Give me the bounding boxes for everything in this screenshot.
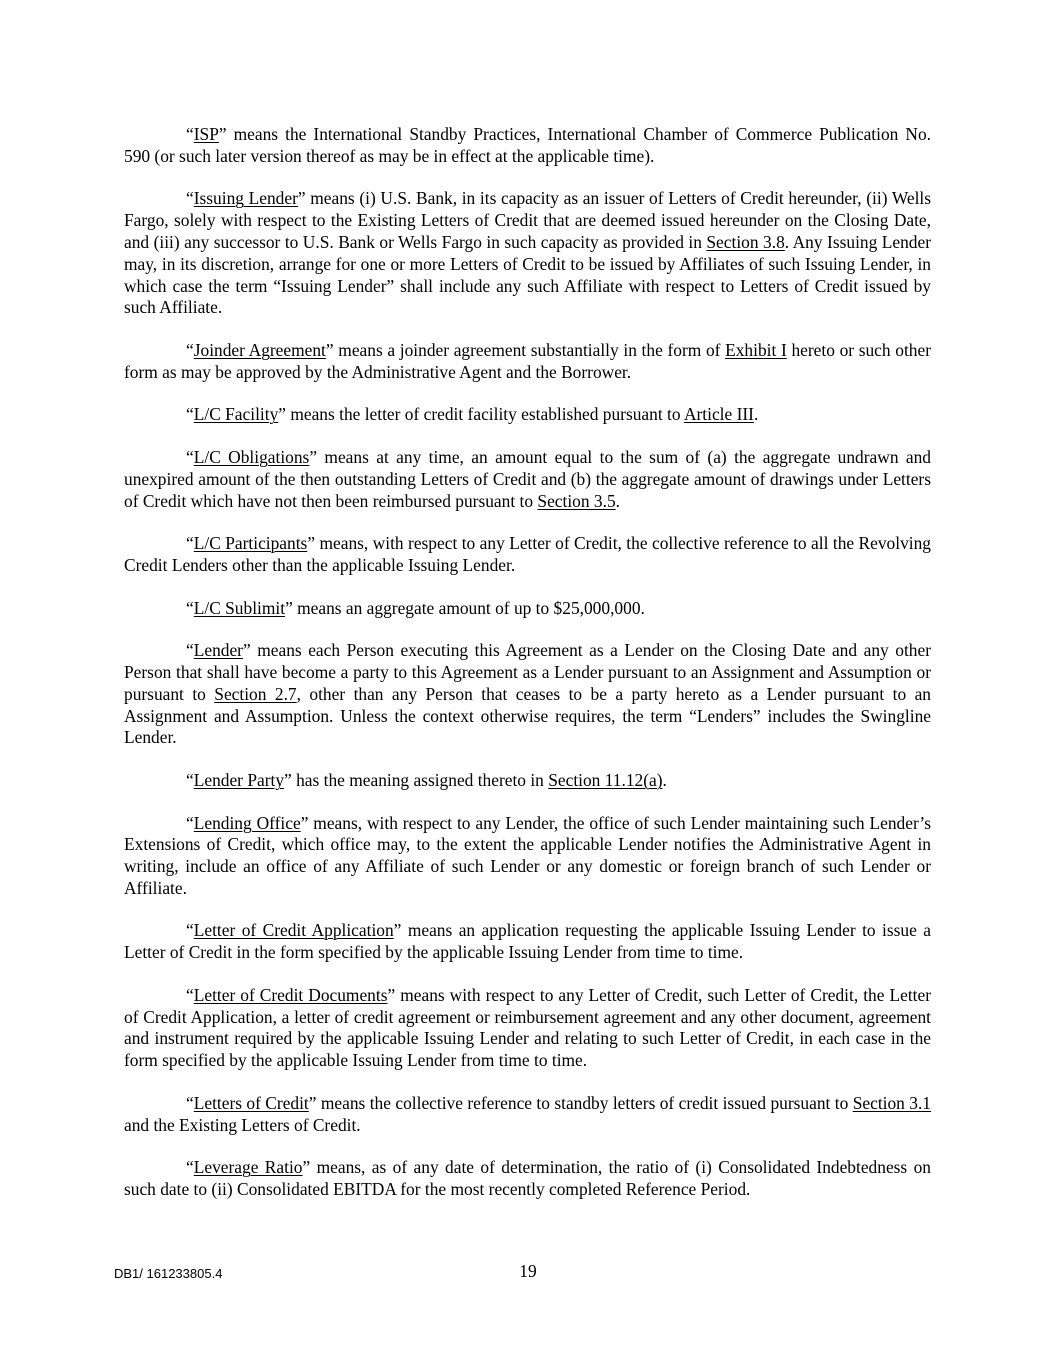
definition-isp [124,124,931,168]
defined-term: Letter of Credit Documents [193,984,388,1005]
cross-reference: Section 3.8 [706,231,785,252]
definition-text: “ [186,812,194,833]
definition-text: ” means an application requesting the applicable Issuing Lender to issue a Letter of Credit in the form specified by the applicable Issuing Lender from time to time. [124,920,931,963]
cross-reference: Section 11.12(a) [548,769,663,790]
defined-term: Joinder Agreement [193,339,326,360]
defined-term: L/C Facility [193,404,279,425]
definition-lender [124,640,931,749]
definition-text: “ [186,920,194,941]
cross-reference: Section 3.5 [537,490,616,511]
definition-text: , other than any Person that ceases to be a party hereto as a Lender pursuant to an Assignment and Assumption. Unless the context otherwise requires, the term “Lenders” includes the Swingline Lender. [124,683,931,748]
page-number: 19 [519,1261,537,1281]
defined-term: L/C Participants [193,533,308,554]
definition-text: ” has the meaning assigned thereto in [284,769,549,790]
definition-text: “ [186,124,194,144]
definition-text: hereto or such other form as may be approved by the Administrative Agent and the Borrower. [124,339,932,382]
definition-text: ” means an aggregate amount of up to $25,000,000. [285,597,645,618]
definition-text: . Any Issuing Lender may, in its discretion, arrange for one or more Letters of Credit to be issued by Affiliates of such Issuing Lender, in which case the term “Issuing Lender” shall include any such Affiliate with respect to Letters of Credit issued by such Affiliate. [124,231,931,318]
document-id: DB1/ 161233805.4 [114,1266,223,1281]
definition-joinder-agreement [124,340,931,384]
definition-text: ” means the letter of credit facility established pursuant to [278,404,684,425]
definition-text: . [753,404,759,425]
definition-issuing-lender [124,188,931,319]
definition-text: “ [186,597,194,618]
defined-term: Lending Office [193,812,301,833]
defined-term: L/C Obligations [193,446,310,467]
defined-term: Letters of Credit [193,1092,309,1113]
definition-text: “ [186,1157,194,1178]
definition-letter-of-credit-documents [124,985,931,1072]
definition-text: ” means the collective reference to standby letters of credit issued pursuant to [308,1092,853,1113]
definition-text: “ [186,446,194,467]
definition-text: “ [186,769,194,790]
definition-text: ” means each Person executing this Agreement as a Lender on the Closing Date and any other Person that shall have become a party to this Agreement as a Lender pursuant to an Assignment and Assumption or pursuant to [124,640,931,704]
definition-text: and the Existing Letters of Credit. [124,1114,361,1135]
definition-letters-of-credit [124,1093,931,1137]
cross-reference: Article III [683,404,754,425]
defined-term: Lender Party [193,769,285,790]
definition-lc-facility [124,404,931,426]
definition-text: ” means, with respect to any Letter of Credit, the collective reference to all the Revolving Credit Lenders other than the applicable Issuing Lender. [124,533,931,575]
definition-text: “ [186,339,194,360]
cross-reference: Section 2.7 [214,683,297,704]
definition-text: . [615,490,621,511]
definition-lc-sublimit [124,598,931,620]
definition-text: “ [186,533,194,554]
definition-text: ” means the International Standby Practices, International Chamber of Commerce Publication No. 590 (or such later version thereof as may be in effect at the applicable time). [124,124,931,166]
definition-text: ” means a joinder agreement substantially in the form of [325,339,726,360]
definition-lending-office [124,813,931,900]
defined-term: Issuing Lender [193,188,298,209]
definition-text: “ [186,188,194,209]
definition-text: ” means at any time, an amount equal to the sum of (a) the aggregate undrawn and unexpired amount of the then outstanding Letters of Credit and (b) the aggregate amount of drawings under Letters of Credit which have not then been reimbursed pursuant to [124,446,932,511]
defined-term: Letter of Credit Application [193,920,394,941]
cross-reference: Section 3.1 [852,1092,932,1113]
definitions-section [124,124,931,1222]
definition-text: “ [186,404,194,425]
definition-letter-of-credit-application [124,920,931,964]
definition-text: “ [186,984,194,1005]
definition-lender-party [124,770,931,792]
definition-text: ” means, as of any date of determination, the ratio of (i) Consolidated Indebtedness on such date to (ii) Consolidated EBITDA for the most recently completed Reference Period. [124,1157,931,1200]
definition-leverage-ratio [124,1157,931,1201]
definition-text: . [662,769,667,790]
definition-lc-participants [124,533,931,577]
defined-term: Leverage Ratio [193,1157,303,1178]
definition-text: ” means (i) U.S. Bank, in its capacity as an issuer of Letters of Credit hereunder, (ii) Wells Fargo, solely with respect to the Existing Letters of Credit that are deemed issued hereunder on the Closing Date, and (iii) any successor to U.S. Bank or Wells Fargo in such capacity as provided in [124,188,931,252]
definition-text: ” means, with respect to any Lender, the office of such Lender maintaining such Lender’s Extensions of Credit, which office may, to the extent the applicable Lender notifies the Administrative Agent in writing, include an office of any Affiliate of such Lender or any domestic or foreign branch of such Lender or Affiliate. [124,812,931,898]
defined-term: ISP [193,124,219,144]
cross-reference: Exhibit I [725,339,787,360]
defined-term: L/C Sublimit [193,597,286,618]
definition-text: ” means with respect to any Letter of Credit, such Letter of Credit, the Letter of Credit Application, a letter of credit agreement or reimbursement agreement and any other document, agreement and instrument required by the applicable Issuing Lender and relating to such Letter of Credit, in each case in the form specified by the applicable Issuing Lender from time to time. [124,984,931,1071]
definition-text: “ [186,640,194,661]
definition-lc-obligations [124,447,931,512]
defined-term: Lender [193,640,243,661]
definition-text: “ [186,1092,194,1113]
